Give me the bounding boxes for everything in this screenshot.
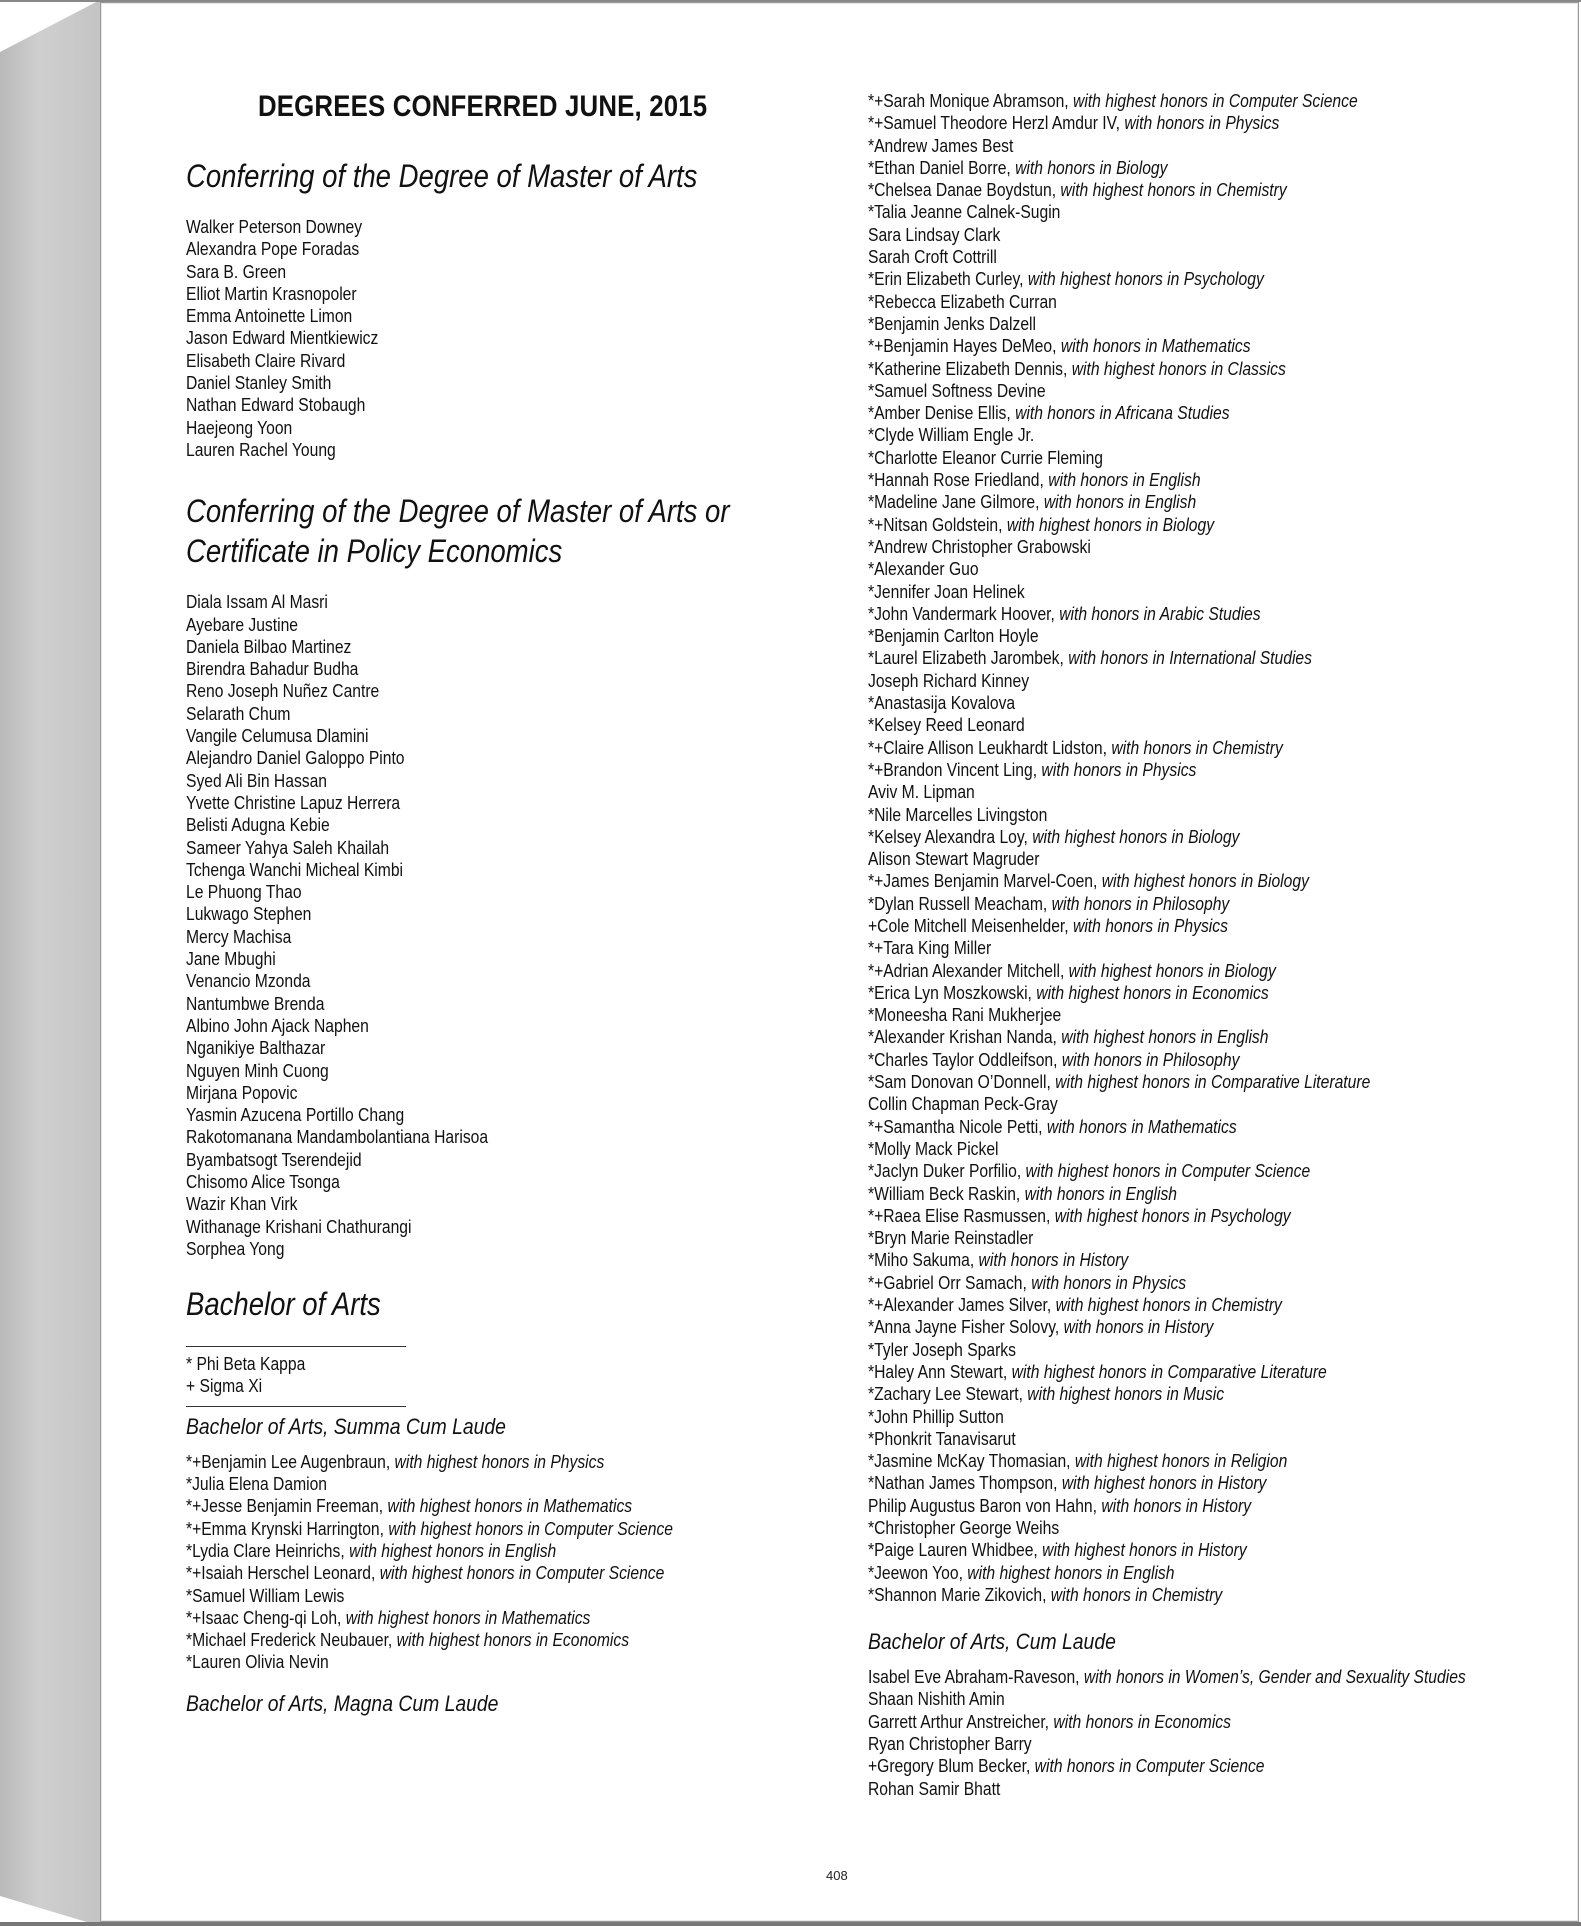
honors-note: with honors in History [1101, 1495, 1252, 1516]
graduate-entry [868, 1495, 1468, 1517]
graduate-name: Philip Augustus Baron von Hahn, [868, 1495, 1097, 1516]
graduate-name: *Rebecca Elizabeth Curran [868, 291, 1057, 312]
graduate-entry [868, 1339, 1468, 1361]
graduate-name: *John Vandermark Hoover, [868, 603, 1055, 624]
honors-note: with highest honors in Mathematics [345, 1607, 591, 1628]
cum-heading: Bachelor of Arts, Cum Laude [868, 1629, 1116, 1655]
graduate-entry [868, 759, 1468, 781]
graduate-entry [868, 1138, 1468, 1160]
graduate-entry [868, 1778, 1468, 1800]
graduate-name: *Lauren Olivia Nevin [186, 1652, 329, 1673]
graduate-entry [868, 804, 1468, 826]
honors-note: with highest honors in Music [1027, 1384, 1225, 1405]
name-item: Byambatsogt Tserendejid [186, 1149, 362, 1170]
mape-heading-line2: Certificate in Policy Economics [186, 533, 563, 570]
honors-note: with honors in Philosophy [1061, 1049, 1240, 1070]
graduate-name: *Bryn Marie Reinstadler [868, 1228, 1034, 1249]
honors-note: with honors in English [1048, 470, 1201, 491]
graduate-name: *Samuel William Lewis [186, 1585, 345, 1606]
graduate-name: *John Phillip Sutton [868, 1406, 1004, 1427]
graduate-entry [868, 1004, 1468, 1026]
honors-note: with honors in Chemistry [1050, 1584, 1223, 1605]
graduate-entry [868, 402, 1468, 424]
graduate-entry [868, 335, 1468, 357]
graduate-name: *+Gabriel Orr Samach, [868, 1272, 1027, 1293]
honors-note: with honors in English [1024, 1183, 1177, 1204]
graduate-entry [868, 1294, 1468, 1316]
honors-note: with highest honors in Economics [1036, 982, 1269, 1003]
graduate-name: *Phonkrit Tanavisarut [868, 1428, 1016, 1449]
name-item: Wazir Khan Virk [186, 1194, 298, 1215]
honors-note: with highest honors in Mathematics [387, 1496, 633, 1517]
honors-note: with honors in History [978, 1250, 1129, 1271]
graduate-entry [868, 937, 1468, 959]
honors-note: with highest honors in Biology [1006, 514, 1215, 535]
graduate-name: *Katherine Elizabeth Dennis, [868, 358, 1068, 379]
name-item: Daniela Bilbao Martinez [186, 636, 352, 657]
graduate-name: *Talia Jeanne Calnek-Sugin [868, 202, 1061, 223]
graduate-entry [868, 291, 1468, 313]
graduate-name: Rohan Samir Bhatt [868, 1778, 1001, 1799]
name-item: Haejeong Yoon [186, 417, 293, 438]
graduate-name: *Dylan Russell Meacham, [868, 893, 1048, 914]
name-item: Daniel Stanley Smith [186, 373, 332, 394]
honors-note: with honors in Africana Studies [1015, 403, 1230, 424]
graduate-name: *Charlotte Eleanor Currie Fleming [868, 447, 1104, 468]
honors-note: with honors in Computer Science [1034, 1756, 1265, 1777]
graduate-entry [868, 201, 1468, 223]
graduate-name: *Ethan Daniel Borre, [868, 157, 1011, 178]
graduate-entry [868, 1539, 1468, 1561]
graduate-name: *Kelsey Reed Leonard [868, 715, 1025, 736]
graduate-entry [868, 491, 1468, 513]
graduate-name: *+Isaiah Herschel Leonard, [186, 1563, 376, 1584]
graduate-name: *William Beck Raskin, [868, 1183, 1021, 1204]
magna-heading: Bachelor of Arts, Magna Cum Laude [186, 1690, 499, 1716]
graduate-entry [186, 1562, 725, 1584]
graduate-entry [868, 1249, 1468, 1271]
graduate-entry [868, 514, 1468, 536]
bottom-edge [0, 1922, 1581, 1926]
name-item: Venancio Mzonda [186, 971, 311, 992]
name-item: Jason Edward Mientkiewicz [186, 328, 379, 349]
name-item: Selarath Chum [186, 703, 291, 724]
left-column [186, 84, 806, 1718]
graduate-name: *+Raea Elise Rasmussen, [868, 1205, 1051, 1226]
graduate-name: *+Benjamin Lee Augenbraun, [186, 1451, 391, 1472]
name-item: Elisabeth Claire Rivard [186, 350, 346, 371]
name-item: Albino John Ajack Naphen [186, 1015, 369, 1036]
graduate-name: Isabel Eve Abraham-Raveson, [868, 1667, 1080, 1688]
graduate-name: *Lydia Clare Heinrichs, [186, 1540, 345, 1561]
name-item: Jane Mbughi [186, 949, 276, 970]
graduate-entry [868, 558, 1468, 580]
graduate-entry [868, 1205, 1468, 1227]
graduate-name: +Cole Mitchell Meisenhelder, [868, 915, 1069, 936]
graduate-entry [868, 1116, 1468, 1138]
graduate-entry [868, 1406, 1468, 1428]
graduate-name: *Jaclyn Duker Porfilio, [868, 1161, 1022, 1182]
graduate-name: *+Sarah Monique Abramson, [868, 91, 1069, 111]
honors-note: with highest honors in Biology [1101, 871, 1309, 892]
graduate-entry [868, 536, 1468, 558]
graduate-name: *Jasmine McKay Thomasian, [868, 1451, 1071, 1472]
graduate-name: *Moneesha Rani Mukherjee [868, 1005, 1062, 1026]
graduate-entry [868, 960, 1468, 982]
honors-note: with highest honors in English [967, 1562, 1175, 1583]
graduate-entry [186, 1651, 725, 1673]
graduate-entry [868, 90, 1468, 112]
graduate-entry [868, 870, 1468, 892]
graduate-entry [868, 737, 1468, 759]
name-item: Belisti Adugna Kebie [186, 815, 330, 836]
graduate-name: Alison Stewart Magruder [868, 849, 1040, 870]
graduate-name: *Julia Elena Damion [186, 1474, 328, 1495]
graduate-name: *+Samuel Theodore Herzl Amdur IV, [868, 113, 1121, 134]
name-item: Syed Ali Bin Hassan [186, 770, 328, 791]
honors-note: with honors in Biology [1015, 157, 1168, 178]
graduate-name: *Sam Donovan O’Donnell, [868, 1072, 1051, 1093]
honors-note: with highest honors in Psychology [1027, 269, 1264, 290]
graduate-entry [186, 1607, 725, 1629]
name-item: Tchenga Wanchi Micheal Kimbi [186, 859, 404, 880]
graduate-name: *Hannah Rose Friedland, [868, 470, 1044, 491]
graduate-entry [868, 1733, 1468, 1755]
name-item: Alejandro Daniel Galoppo Pinto [186, 748, 405, 769]
honors-note: with honors in Physics [1073, 915, 1228, 936]
honors-note: with highest honors in Computer Science [379, 1563, 665, 1584]
graduate-entry [868, 157, 1468, 179]
name-item: Nathan Edward Stobaugh [186, 395, 366, 416]
graduate-entry [868, 982, 1468, 1004]
graduate-entry [868, 313, 1468, 335]
graduate-entry [868, 692, 1468, 714]
graduate-entry [868, 1071, 1468, 1093]
honors-note: with highest honors in Biology [1068, 960, 1276, 981]
name-item: Birendra Bahadur Budha [186, 659, 359, 680]
graduate-name: Sara Lindsay Clark [868, 224, 1001, 245]
mape-name-list [186, 591, 806, 1260]
graduate-entry [868, 1383, 1468, 1405]
graduate-entry [868, 1272, 1468, 1294]
graduate-name: Garrett Arthur Anstreicher, [868, 1711, 1050, 1732]
graduate-entry [868, 1361, 1468, 1383]
honors-note: with honors in Chemistry [1111, 737, 1283, 758]
honors-note: with highest honors in Biology [1032, 826, 1240, 847]
graduate-name: *+Claire Allison Leukhardt Lidston, [868, 737, 1107, 758]
honors-note: with highest honors in Computer Science [388, 1518, 674, 1539]
honors-note: with highest honors in Economics [396, 1630, 630, 1651]
graduate-entry [186, 1585, 725, 1607]
graduate-entry [868, 424, 1468, 446]
graduate-name: *Samuel Softness Devine [868, 380, 1046, 401]
graduate-name: *Laurel Elizabeth Jarombek, [868, 648, 1064, 669]
graduate-name: *+Brandon Vincent Ling, [868, 759, 1038, 780]
page-number: 408 [826, 1868, 848, 1883]
graduate-name: *+Nitsan Goldstein, [868, 514, 1003, 535]
honors-note: with honors in Mathematics [1060, 336, 1251, 357]
graduate-name: *Nathan James Thompson, [868, 1473, 1058, 1494]
graduate-name: *Alexander Krishan Nanda, [868, 1027, 1057, 1048]
legend-sigma-xi: + Sigma Xi [186, 1376, 263, 1397]
graduate-entry [868, 1049, 1468, 1071]
name-item: Mirjana Popovic [186, 1082, 298, 1103]
graduate-entry [868, 1711, 1468, 1733]
graduate-name: *Haley Ann Stewart, [868, 1361, 1008, 1382]
graduate-entry [868, 781, 1468, 803]
graduate-entry [868, 625, 1468, 647]
ba-heading: Bachelor of Arts [186, 1286, 381, 1323]
graduate-name: *Andrew Christopher Grabowski [868, 536, 1091, 557]
graduate-entry [868, 358, 1468, 380]
graduate-entry [186, 1540, 725, 1562]
name-item: Chisomo Alice Tsonga [186, 1171, 340, 1192]
graduate-name: *Molly Mack Pickel [868, 1138, 999, 1159]
graduate-entry [868, 246, 1468, 268]
honors-note: with honors in Economics [1053, 1711, 1231, 1732]
honors-note: with honors in Mathematics [1046, 1116, 1237, 1137]
graduate-name: *+Adrian Alexander Mitchell, [868, 960, 1065, 981]
honors-note: with highest honors in History [1042, 1540, 1247, 1561]
ma-heading: Conferring of the Degree of Master of Arts [186, 158, 698, 194]
graduate-name: *Anna Jayne Fisher Solovy, [868, 1317, 1060, 1338]
honors-note: with highest honors in Computer Science [1073, 91, 1358, 111]
graduate-entry [868, 1517, 1468, 1539]
name-item: Ayebare Justine [186, 614, 299, 635]
right-column [868, 90, 1558, 1800]
document-title: DEGREES CONFERRED JUNE, 2015 [258, 90, 708, 123]
graduate-entry [868, 447, 1468, 469]
graduate-name: *Charles Taylor Oddleifson, [868, 1049, 1058, 1070]
honors-note: with highest honors in English [1061, 1027, 1269, 1048]
name-item: Lauren Rachel Young [186, 439, 336, 460]
honors-note: with honors in English [1043, 492, 1197, 513]
graduate-name: *+Emma Krynski Harrington, [186, 1518, 384, 1539]
graduate-entry [868, 1688, 1468, 1710]
graduate-entry [868, 469, 1468, 491]
graduate-name: *+James Benjamin Marvel-Coen, [868, 871, 1098, 892]
graduate-entry [186, 1495, 725, 1517]
graduate-name: *+Alexander James Silver, [868, 1295, 1052, 1316]
honors-note: with honors in History [1063, 1317, 1214, 1338]
graduate-name: *Shannon Marie Zikovich, [868, 1584, 1047, 1605]
name-item: Alexandra Pope Foradas [186, 239, 360, 260]
honors-note: with highest honors in Chemistry [1060, 180, 1287, 201]
graduate-name: Shaan Nishith Amin [868, 1689, 1005, 1710]
graduate-entry [868, 1316, 1468, 1338]
graduate-name: Joseph Richard Kinney [868, 670, 1030, 691]
graduate-entry [868, 1472, 1468, 1494]
graduate-entry [868, 1227, 1468, 1249]
graduate-name: *Clyde William Engle Jr. [868, 425, 1035, 446]
name-item: Elliot Martin Krasnopoler [186, 283, 357, 304]
graduate-name: *Christopher George Weihs [868, 1518, 1060, 1538]
honors-note: with honors in Physics [1031, 1272, 1187, 1293]
graduate-entry [868, 224, 1468, 246]
graduate-name: *Amber Denise Ellis, [868, 403, 1011, 424]
honors-note: with highest honors in English [349, 1540, 557, 1561]
graduate-name: Ryan Christopher Barry [868, 1734, 1032, 1755]
honors-note: with honors in Women’s, Gender and Sexuality Studies [1083, 1667, 1466, 1688]
name-item: Vangile Celumusa Dlamini [186, 726, 369, 747]
name-item: Reno Joseph Nuñez Cantre [186, 681, 380, 702]
name-item: Sorphea Yong [186, 1238, 285, 1259]
graduate-entry [186, 1473, 725, 1495]
graduate-name: *+Jesse Benjamin Freeman, [186, 1496, 384, 1517]
graduate-entry [868, 714, 1468, 736]
ma-name-list [186, 216, 806, 461]
honors-note: with highest honors in Comparative Literature [1011, 1361, 1327, 1382]
honors-note: with honors in Physics [1041, 759, 1197, 780]
honors-note: with honors in International Studies [1068, 648, 1312, 669]
name-item: Mercy Machisa [186, 926, 292, 947]
graduate-name: *Jeewon Yoo, [868, 1562, 963, 1583]
graduate-entry [186, 1451, 725, 1473]
graduate-entry [868, 1562, 1468, 1584]
honors-note: with highest honors in History [1061, 1473, 1267, 1494]
name-item: Lukwago Stephen [186, 904, 312, 925]
graduate-name: Aviv M. Lipman [868, 782, 975, 803]
name-item: Le Phuong Thao [186, 882, 302, 903]
graduate-entry [868, 1584, 1468, 1606]
graduate-entry [868, 135, 1468, 157]
graduate-name: *Benjamin Carlton Hoyle [868, 626, 1039, 647]
graduate-name: *Benjamin Jenks Dalzell [868, 313, 1036, 334]
graduate-name: *+Benjamin Hayes DeMeo, [868, 336, 1057, 357]
graduate-entry [868, 893, 1468, 915]
name-item: Sara B. Green [186, 261, 287, 282]
graduate-entry [868, 1755, 1468, 1777]
book-spine [0, 0, 100, 1926]
graduate-name: *+Isaac Cheng-qi Loh, [186, 1607, 342, 1628]
graduate-name: *Chelsea Danae Boydstun, [868, 180, 1057, 201]
graduate-entry [868, 1183, 1468, 1205]
graduate-name: *Erin Elizabeth Curley, [868, 269, 1024, 290]
summa-heading: Bachelor of Arts, Summa Cum Laude [186, 1413, 506, 1439]
magna-name-list [868, 90, 1558, 1606]
graduate-name: *Andrew James Best [868, 135, 1014, 156]
honors-note: with highest honors in Comparative Literature [1055, 1072, 1371, 1093]
name-item: Nguyen Minh Cuong [186, 1060, 329, 1081]
graduate-entry [868, 112, 1468, 134]
graduate-entry [868, 380, 1468, 402]
graduate-entry [868, 1666, 1468, 1688]
graduate-name: *Erica Lyn Moszkowski, [868, 982, 1032, 1003]
mape-heading-line1: Conferring of the Degree of Master of Arts or [186, 493, 730, 530]
graduate-name: *Kelsey Alexandra Loy, [868, 826, 1028, 847]
graduate-name: *Michael Frederick Neubauer, [186, 1630, 393, 1651]
honors-note: with highest honors in Psychology [1054, 1205, 1291, 1226]
name-item: Yvette Christine Lapuz Herrera [186, 792, 401, 813]
name-item: Diala Issam Al Masri [186, 592, 328, 613]
graduate-entry [868, 647, 1468, 669]
graduate-entry [868, 1428, 1468, 1450]
graduate-name: *Madeline Jane Gilmore, [868, 492, 1040, 513]
graduate-entry [868, 670, 1468, 692]
name-item: Yasmin Azucena Portillo Chang [186, 1105, 405, 1126]
graduate-name: *Paige Lauren Whidbee, [868, 1540, 1038, 1561]
graduate-entry [868, 1160, 1468, 1182]
graduate-name: *Jennifer Joan Helinek [868, 581, 1025, 602]
graduate-name: *Miho Sakuma, [868, 1250, 975, 1271]
graduate-name: *+Tara King Miller [868, 938, 992, 959]
honors-note: with highest honors in Chemistry [1055, 1295, 1282, 1316]
name-item: Withanage Krishani Chathurangi [186, 1216, 412, 1237]
name-item: Rakotomanana Mandambolantiana Harisoa [186, 1127, 489, 1148]
graduate-entry [186, 1629, 725, 1651]
cum-name-list [868, 1666, 1558, 1800]
name-item: Emma Antoinette Limon [186, 306, 353, 327]
honors-note: with highest honors in Religion [1074, 1451, 1288, 1472]
honors-note: with highest honors in Computer Science [1025, 1161, 1311, 1182]
graduate-entry [868, 826, 1468, 848]
name-item: Walker Peterson Downey [186, 217, 363, 237]
graduate-name: *+Samantha Nicole Petti, [868, 1116, 1043, 1137]
graduate-name: *Zachary Lee Stewart, [868, 1384, 1023, 1405]
graduate-name: Sarah Croft Cottrill [868, 247, 997, 268]
graduate-entry [868, 179, 1468, 201]
graduate-entry [868, 603, 1468, 625]
graduate-name: *Alexander Guo [868, 559, 979, 580]
honors-note: with highest honors in Classics [1071, 358, 1286, 379]
summa-name-list [186, 1451, 806, 1674]
graduate-entry [868, 268, 1468, 290]
graduate-name: +Gregory Blum Becker, [868, 1756, 1031, 1777]
honors-note: with highest honors in Physics [394, 1451, 605, 1472]
graduate-name: Collin Chapman Peck-Gray [868, 1094, 1058, 1115]
honors-note: with honors in Arabic Studies [1059, 603, 1261, 624]
graduate-entry [868, 1093, 1468, 1115]
graduate-entry [868, 915, 1468, 937]
honors-note: with honors in Philosophy [1051, 893, 1230, 914]
graduate-entry [868, 581, 1468, 603]
name-item: Nantumbwe Brenda [186, 993, 325, 1014]
name-item: Sameer Yahya Saleh Khailah [186, 837, 390, 858]
graduate-name: *Nile Marcelles Livingston [868, 804, 1048, 825]
name-item: Nganikiye Balthazar [186, 1038, 326, 1059]
graduate-name: *Anastasija Kovalova [868, 693, 1016, 714]
graduate-entry [868, 1026, 1468, 1048]
legend-phi-beta-kappa: * Phi Beta Kappa [186, 1354, 306, 1375]
graduate-entry [868, 848, 1468, 870]
graduate-entry [868, 1450, 1468, 1472]
honors-note: with honors in Physics [1124, 113, 1280, 134]
graduate-entry [186, 1518, 725, 1540]
graduate-name: *Tyler Joseph Sparks [868, 1339, 1016, 1360]
